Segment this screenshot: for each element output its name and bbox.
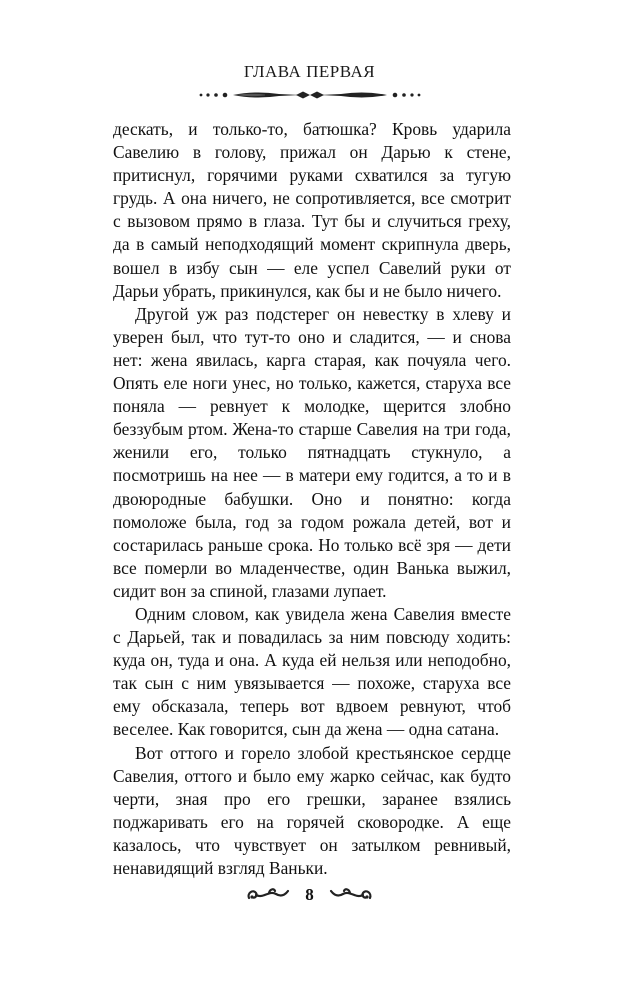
paragraph: Вот оттого и горело злобой крестьянское сердце Савелия, оттого и было ему жарко сейчас, как будто черти, зная про его грешки, заранее взялись поджаривать его на горячей сковородке. А еще казалось, что чувствует он затылком ревнивый, ненавидящий взгляд Ваньки. — [113, 742, 511, 878]
flourish-divider-icon — [195, 88, 425, 102]
body-text — [113, 118, 511, 880]
page-number: 8 — [305, 885, 314, 904]
page-footer — [0, 880, 619, 910]
left-swirl-ornament-icon — [245, 885, 291, 905]
chapter-title: ГЛАВА ПЕРВАЯ — [243, 62, 376, 81]
paragraph: дескать, и только-то, батюшка? Кровь ударила Савелию в голову, прижал он Дарью к стене, притиснул, горячими руками схватился за тугую грудь. А она ничего, не сопротивляется, все смотрит с вызовом прямо в глаза. Тут бы и случиться греху, да в самый неподходящий момент скрипнула дверь, вошел в избу сын — еле успел Савелий руки от Дарьи убрать, прикинулся, как бы и не было ничего. — [113, 119, 511, 301]
paragraph: Одним словом, как увидела жена Савелия вместе с Дарьей, так и повадилась за ним повсюду ходить: куда он, туда и она. А куда ей нельзя или неподобно, так сын с ним увязывается — похоже, старуха все ему обсказала, теперь вот вдвоем ревнуют, чтоб веселее. Как говорится, сын да жена — одна сатана. — [113, 603, 511, 740]
page-header — [0, 62, 619, 102]
paragraph: Другой уж раз подстерег он невестку в хлеву и уверен был, что тут-то оно и сладится, — и снова нет: жена явилась, карга старая, как почуяла чего. Опять еле ноги унес, но только, кажется, старуха все поняла — ревнует к молодке, щерится злобно беззубым ртом. Жена-то старше Савелия на три года, женили его, только пятнадцать стукнуло, а посмотришь на нее — в матери ему годится, а то и в двоюродные бабушки. Оно и понятно: когда помоложе была, год за годом рожала детей, вот и состарилась раньше срока. Но только всё зря — дети все померли во младенчестве, один Ванька выжил, сидит вон за спиной, глазами лупает. — [113, 303, 511, 601]
right-swirl-ornament-icon — [328, 885, 374, 905]
